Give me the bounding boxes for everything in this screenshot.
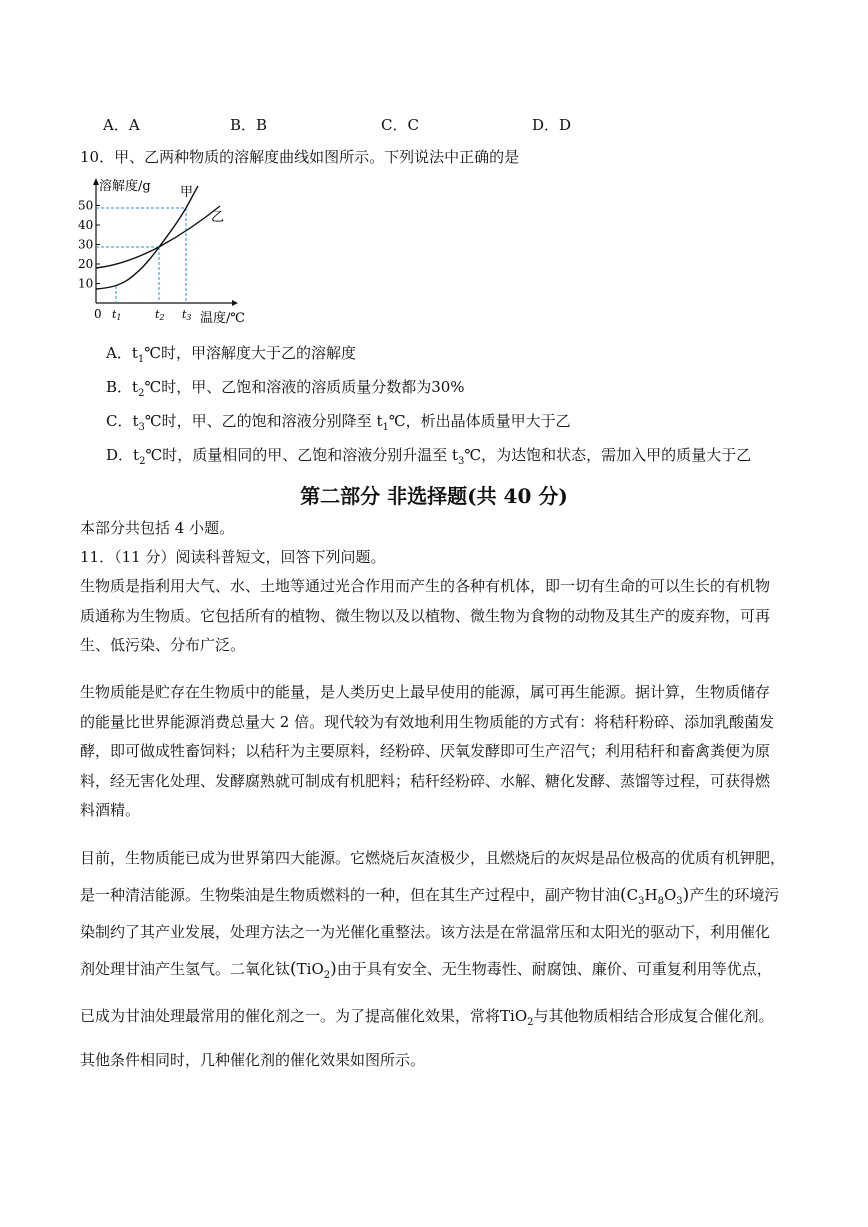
series-label-jia: 甲 (180, 185, 194, 200)
section-2-title: 第二部分 非选择题(共 40 分) (300, 484, 568, 508)
option-b: B．B (230, 116, 268, 134)
solubility-chart (74, 176, 264, 328)
q10-option-b: B．$t_2℃$时，甲、乙饱和溶液的溶质质量分数都为30% (106, 378, 465, 399)
q10-option-d: D．$t_2℃$时，质量相同的甲、乙饱和溶液分别升温至 $t_3℃$，为达饱和状态，需加入甲的质量大于乙 (106, 446, 752, 467)
series-label-yi: 乙 (211, 210, 225, 225)
x-tick-t2: t2 (155, 308, 165, 322)
glycerol-formula: $(C_3H_8O_3)$ (620, 884, 690, 907)
y-tick-label: 40 (78, 218, 94, 232)
question-10-stem: 10．甲、乙两种物质的溶解度曲线如图所示。下列说法中正确的是 (80, 148, 520, 166)
y-tick-label: 20 (78, 257, 94, 271)
previous-question-options (103, 114, 803, 134)
curve-yi (96, 206, 220, 268)
paragraph-1: 生物质是指利用大气、水、土地等通过光合作用而产生的各种有机体，即一切有生命的可以生长的有机物 质通称为生物质。它包括所有的植物、微生物以及以植物、微生物为食物的动物及其生产的废弃物，可再 生、低污染、分布广泛。 (80, 577, 771, 654)
paragraph-3: 目前，生物质能已成为世界第四大能源。它燃烧后灰渣极少，且燃烧后的灰烬是品位极高的优质有机钾肥， 是一种清洁能源。生物柴油是生物质燃料的一种，但在其生产过程中，副产物甘油$(C_3H_8O_3)$产生的环境污 染制约了其产业发展，处理方法之一为光催化重整法。该方法是在常温常压和太阳光的驱动下，利用催化 剂处理甘油产生氢气。二氧化钛(TiO$_2$)由于具有安全、无生物毒性、耐腐蚀、廉价、可重复利用等优点， 已成为甘油处理最常用的催化剂之一。为了提高催化效果，常将TiO$_2$与其他物质相结合形成复合催化剂。 其他条件相同时，几种催化剂的催化效果如图所示。 (80, 849, 786, 1069)
tio2-formula: (TiO$_2$) (290, 958, 337, 981)
section-2-intro: 本部分共包括 4 小题。 (80, 519, 235, 537)
origin-label: 0 (94, 307, 102, 321)
q10-option-a: A．$t_1℃$时，甲溶解度大于乙的溶解度 (106, 344, 357, 365)
x-tick-t3: t3 (182, 308, 192, 322)
option-a: A．A (103, 116, 140, 134)
y-axis-label: 溶解度/g (99, 179, 151, 194)
x-axis-arrow (232, 300, 238, 306)
paragraph-2: 生物质能是贮存在生物质中的能量，是人类历史上最早使用的能源，属可再生能源。据计算，生物质储存 的能量比世界能源消费总量大 2 倍。现代较为有效地利用生物质能的方式有：将秸秆粉碎、添加乳酸菌发 酵，即可做成牲畜饲料；以秸秆为主要原料，经粉碎、厌氧发酵即可生产沼气；利用秸秆和畜禽粪便为原 料，经无害化处理、发酵腐熟就可制成有机肥料；秸秆经粉碎、水解、糖化发酵、蒸馏等过程，可获得燃 料酒精。 (80, 683, 775, 819)
y-tick-label: 50 (78, 198, 94, 213)
y-tick-label: 30 (78, 237, 94, 252)
option-c: C．C (381, 116, 419, 134)
y-tick-group (78, 199, 100, 291)
q10-option-c: C．$t_3℃$时，甲、乙的饱和溶液分别降至 $t_1℃$，析出晶体质量甲大于乙 (106, 412, 571, 433)
option-d: D．D (532, 116, 572, 134)
x-tick-t1: t1 (112, 308, 122, 322)
curve-jia (96, 186, 198, 289)
tio2-inline: TiO$_2$ (500, 1007, 534, 1028)
question-11-stem: 11．（11 分）阅读科普短文，回答下列问题。 (80, 548, 386, 566)
x-axis-label: 温度/℃ (200, 311, 245, 326)
y-tick-label: 10 (78, 276, 94, 291)
